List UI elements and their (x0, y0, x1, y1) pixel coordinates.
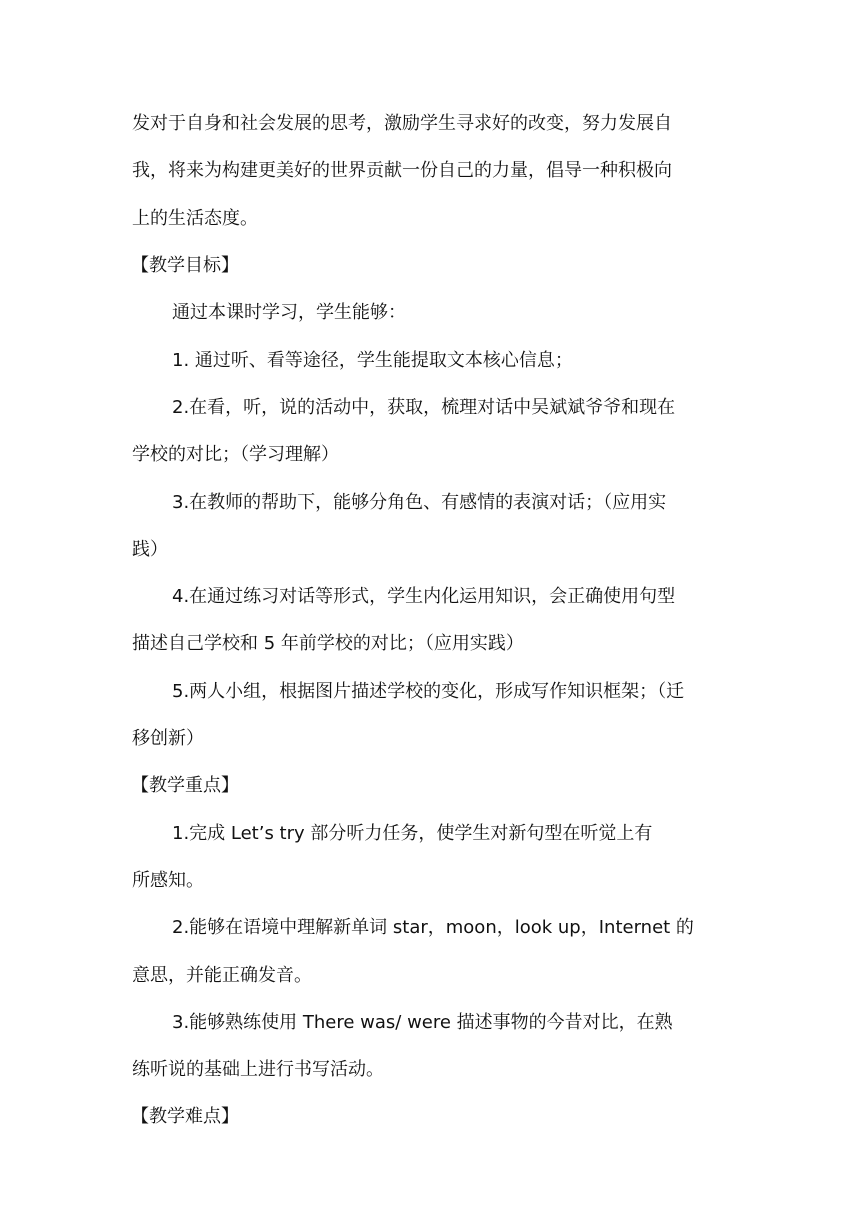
paragraph-line: 发对于自身和社会发展的思考，激励学生寻求好的改变，努力发展自 (132, 113, 672, 134)
list-item-continuation: 描述自己学校和 5 年前学校的对比；（应用实践） (132, 633, 524, 654)
section-heading-objectives: 【教学目标】 (131, 255, 239, 276)
list-item-continuation: 练听说的基础上进行书写活动。 (132, 1059, 384, 1080)
list-item-continuation: 移创新） (132, 728, 204, 749)
list-item: 5.两人小组，根据图片描述学校的变化，形成写作知识框架；（迁 (172, 681, 685, 702)
list-item: 1. 通过听、看等途径，学生能提取文本核心信息； (172, 350, 573, 371)
list-item-continuation: 学校的对比；（学习理解） (132, 444, 339, 465)
list-item-continuation: 意思，并能正确发音。 (132, 965, 312, 986)
list-item-continuation: 所感知。 (132, 870, 204, 891)
list-item: 2.能够在语境中理解新单词 star，moon，look up，Internet 的 (172, 917, 694, 938)
list-item: 1.完成 Let’s try 部分听力任务，使学生对新句型在听觉上有 (172, 823, 653, 844)
list-item: 2.在看，听，说的活动中，获取，梳理对话中吴斌斌爷爷和现在 (172, 397, 676, 418)
paragraph-line: 我，将来为构建更美好的世界贡献一份自己的力量，倡导一种积极向 (132, 160, 672, 181)
list-item: 3.能够熟练使用 There was/ were 描述事物的今昔对比，在熟 (172, 1012, 673, 1033)
paragraph-line: 通过本课时学习，学生能够： (172, 302, 406, 323)
document-body (131, 0, 732, 1127)
list-item: 3.在教师的帮助下，能够分角色、有感情的表演对话；（应用实 (172, 492, 667, 513)
section-heading-key-points: 【教学重点】 (131, 775, 239, 796)
list-item-continuation: 践） (132, 539, 168, 560)
section-heading-difficulties: 【教学难点】 (131, 1106, 239, 1127)
paragraph-line: 上的生活态度。 (132, 208, 258, 229)
list-item: 4.在通过练习对话等形式，学生内化运用知识，会正确使用句型 (172, 586, 676, 607)
